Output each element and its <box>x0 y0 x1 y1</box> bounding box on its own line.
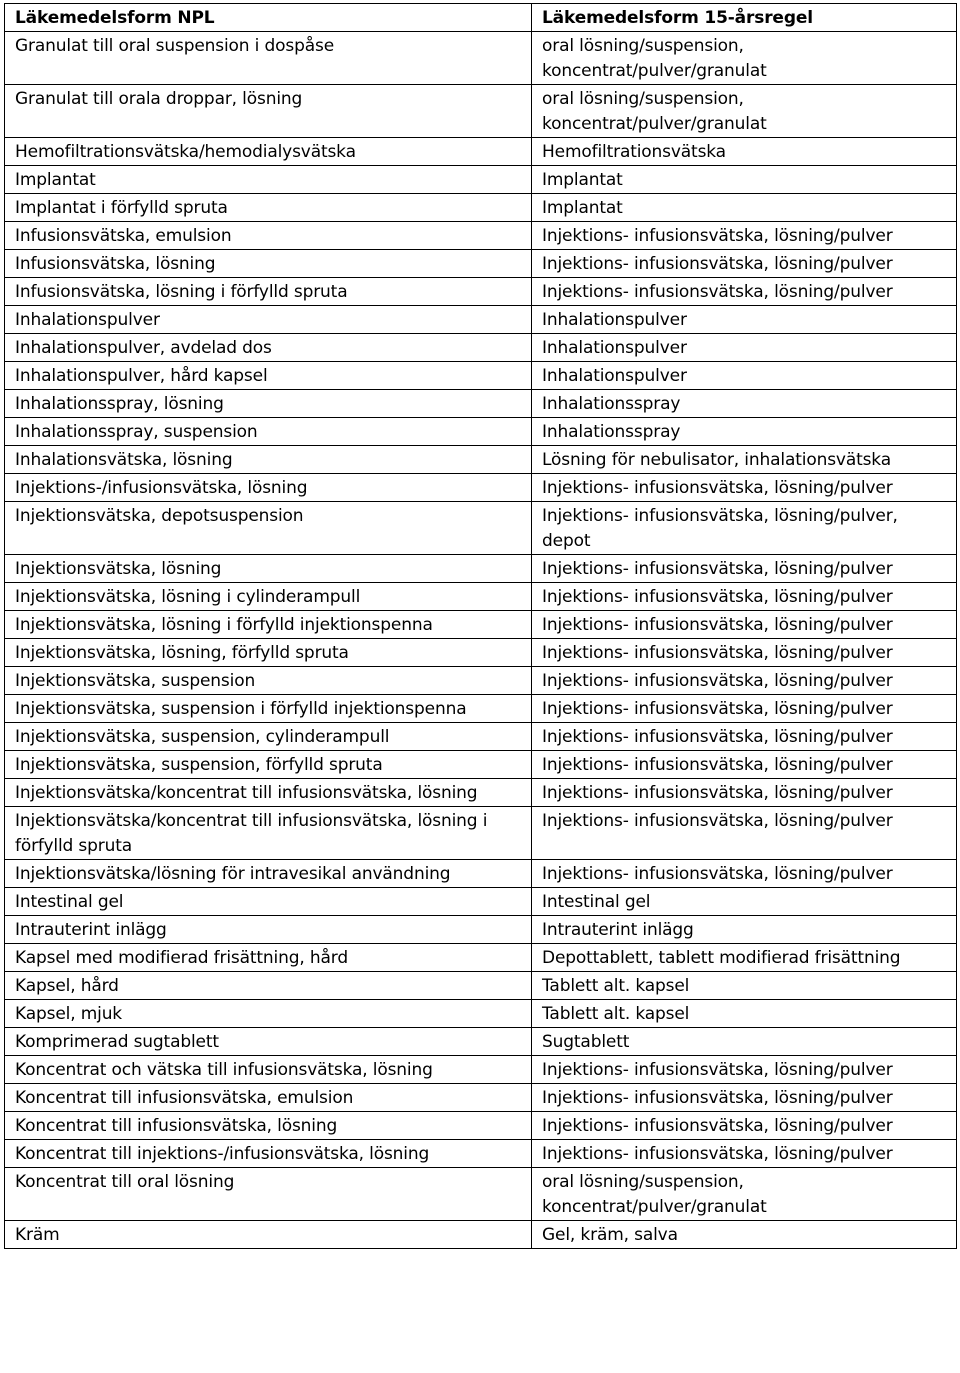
cell-npl-form: Kapsel med modifierad frisättning, hård <box>5 944 532 972</box>
cell-15-year-rule-form: Injektions- infusionsvätska, lösning/pulver, depot <box>532 502 957 555</box>
table-row <box>5 166 957 194</box>
cell-15-year-rule-form: Injektions- infusionsvätska, lösning/pulver <box>532 474 957 502</box>
table-row <box>5 1084 957 1112</box>
table-row <box>5 1028 957 1056</box>
cell-npl-form: Injektionsvätska, lösning i cylinderampull <box>5 583 532 611</box>
table-row <box>5 639 957 667</box>
cell-npl-form: Injektionsvätska/koncentrat till infusionsvätska, lösning i förfylld spruta <box>5 807 532 860</box>
table-row <box>5 250 957 278</box>
cell-npl-form: Implantat <box>5 166 532 194</box>
cell-npl-form: Koncentrat till infusionsvätska, emulsion <box>5 1084 532 1112</box>
cell-npl-form: Granulat till orala droppar, lösning <box>5 85 532 138</box>
cell-15-year-rule-form: Injektions- infusionsvätska, lösning/pulver <box>532 1084 957 1112</box>
cell-15-year-rule-form: Lösning för nebulisator, inhalationsvätska <box>532 446 957 474</box>
table-row <box>5 32 957 85</box>
cell-npl-form: Koncentrat till injektions-/infusionsvätska, lösning <box>5 1140 532 1168</box>
cell-npl-form: Inhalationsvätska, lösning <box>5 446 532 474</box>
cell-15-year-rule-form: Injektions- infusionsvätska, lösning/pulver <box>532 611 957 639</box>
cell-15-year-rule-form: Injektions- infusionsvätska, lösning/pulver <box>532 667 957 695</box>
table-row <box>5 723 957 751</box>
cell-15-year-rule-form: Injektions- infusionsvätska, lösning/pulver <box>532 695 957 723</box>
cell-npl-form: Implantat i förfylld spruta <box>5 194 532 222</box>
table-row <box>5 807 957 860</box>
cell-npl-form: Intrauterint inlägg <box>5 916 532 944</box>
cell-15-year-rule-form: oral lösning/suspension, koncentrat/pulver/granulat <box>532 32 957 85</box>
cell-15-year-rule-form: Hemofiltrationsvätska <box>532 138 957 166</box>
table-row <box>5 695 957 723</box>
cell-npl-form: Kapsel, mjuk <box>5 1000 532 1028</box>
cell-15-year-rule-form: Injektions- infusionsvätska, lösning/pulver <box>532 779 957 807</box>
cell-15-year-rule-form: Injektions- infusionsvätska, lösning/pulver <box>532 1112 957 1140</box>
cell-15-year-rule-form: Injektions- infusionsvätska, lösning/pulver <box>532 723 957 751</box>
cell-15-year-rule-form: Injektions- infusionsvätska, lösning/pulver <box>532 222 957 250</box>
cell-15-year-rule-form: Intestinal gel <box>532 888 957 916</box>
cell-npl-form: Inhalationsspray, lösning <box>5 390 532 418</box>
cell-15-year-rule-form: Injektions- infusionsvätska, lösning/pulver <box>532 583 957 611</box>
cell-npl-form: Injektionsvätska, lösning i förfylld injektionspenna <box>5 611 532 639</box>
table-header-row <box>5 4 957 32</box>
table-row <box>5 138 957 166</box>
cell-npl-form: Injektions-/infusionsvätska, lösning <box>5 474 532 502</box>
dosage-form-table-container <box>4 3 956 1249</box>
table-row <box>5 583 957 611</box>
table-row <box>5 306 957 334</box>
header-npl-form: Läkemedelsform NPL <box>5 4 532 32</box>
table-row <box>5 944 957 972</box>
table-row <box>5 334 957 362</box>
table-row <box>5 222 957 250</box>
table-row <box>5 278 957 306</box>
cell-npl-form: Infusionsvätska, lösning i förfylld spruta <box>5 278 532 306</box>
cell-15-year-rule-form: Injektions- infusionsvätska, lösning/pulver <box>532 860 957 888</box>
table-row <box>5 474 957 502</box>
table-row <box>5 85 957 138</box>
cell-npl-form: Infusionsvätska, lösning <box>5 250 532 278</box>
table-row <box>5 1221 957 1249</box>
cell-npl-form: Koncentrat till oral lösning <box>5 1168 532 1221</box>
cell-npl-form: Koncentrat till infusionsvätska, lösning <box>5 1112 532 1140</box>
cell-15-year-rule-form: Injektions- infusionsvätska, lösning/pulver <box>532 555 957 583</box>
cell-15-year-rule-form: Injektions- infusionsvätska, lösning/pulver <box>532 751 957 779</box>
cell-15-year-rule-form: Inhalationsspray <box>532 390 957 418</box>
table-row <box>5 779 957 807</box>
table-row <box>5 860 957 888</box>
table-row <box>5 418 957 446</box>
table-row <box>5 972 957 1000</box>
cell-15-year-rule-form: Depottablett, tablett modifierad frisättning <box>532 944 957 972</box>
cell-npl-form: Injektionsvätska, lösning <box>5 555 532 583</box>
cell-15-year-rule-form: Inhalationsspray <box>532 418 957 446</box>
cell-15-year-rule-form: Injektions- infusionsvätska, lösning/pulver <box>532 250 957 278</box>
table-row <box>5 916 957 944</box>
table-row <box>5 194 957 222</box>
cell-15-year-rule-form: Injektions- infusionsvätska, lösning/pulver <box>532 1140 957 1168</box>
dosage-form-table <box>4 3 957 1249</box>
table-row <box>5 667 957 695</box>
cell-15-year-rule-form: Intrauterint inlägg <box>532 916 957 944</box>
cell-15-year-rule-form: Injektions- infusionsvätska, lösning/pulver <box>532 639 957 667</box>
cell-15-year-rule-form: Tablett alt. kapsel <box>532 972 957 1000</box>
table-row <box>5 390 957 418</box>
cell-15-year-rule-form: Tablett alt. kapsel <box>532 1000 957 1028</box>
cell-npl-form: Injektionsvätska, suspension <box>5 667 532 695</box>
table-body <box>5 32 957 1249</box>
header-15-year-rule-form: Läkemedelsform 15-årsregel <box>532 4 957 32</box>
cell-15-year-rule-form: Gel, kräm, salva <box>532 1221 957 1249</box>
table-row <box>5 362 957 390</box>
cell-15-year-rule-form: Implantat <box>532 194 957 222</box>
cell-npl-form: Hemofiltrationsvätska/hemodialysvätska <box>5 138 532 166</box>
cell-npl-form: Inhalationspulver, avdelad dos <box>5 334 532 362</box>
table-row <box>5 555 957 583</box>
cell-npl-form: Injektionsvätska, lösning, förfylld spruta <box>5 639 532 667</box>
table-row <box>5 446 957 474</box>
cell-15-year-rule-form: oral lösning/suspension, koncentrat/pulver/granulat <box>532 1168 957 1221</box>
table-row <box>5 1140 957 1168</box>
table-row <box>5 751 957 779</box>
cell-15-year-rule-form: Inhalationspulver <box>532 334 957 362</box>
cell-npl-form: Koncentrat och vätska till infusionsvätska, lösning <box>5 1056 532 1084</box>
table-row <box>5 1168 957 1221</box>
cell-npl-form: Kräm <box>5 1221 532 1249</box>
cell-15-year-rule-form: Inhalationspulver <box>532 362 957 390</box>
table-row <box>5 502 957 555</box>
cell-15-year-rule-form: oral lösning/suspension, koncentrat/pulver/granulat <box>532 85 957 138</box>
cell-npl-form: Inhalationsspray, suspension <box>5 418 532 446</box>
cell-npl-form: Inhalationspulver, hård kapsel <box>5 362 532 390</box>
cell-npl-form: Injektionsvätska, suspension i förfylld injektionspenna <box>5 695 532 723</box>
cell-npl-form: Injektionsvätska, suspension, förfylld spruta <box>5 751 532 779</box>
cell-npl-form: Injektionsvätska/koncentrat till infusionsvätska, lösning <box>5 779 532 807</box>
table-row <box>5 611 957 639</box>
cell-npl-form: Injektionsvätska, suspension, cylinderampull <box>5 723 532 751</box>
cell-npl-form: Komprimerad sugtablett <box>5 1028 532 1056</box>
cell-15-year-rule-form: Injektions- infusionsvätska, lösning/pulver <box>532 1056 957 1084</box>
cell-15-year-rule-form: Injektions- infusionsvätska, lösning/pulver <box>532 278 957 306</box>
cell-npl-form: Kapsel, hård <box>5 972 532 1000</box>
cell-npl-form: Intestinal gel <box>5 888 532 916</box>
cell-npl-form: Injektionsvätska, depotsuspension <box>5 502 532 555</box>
cell-15-year-rule-form: Inhalationspulver <box>532 306 957 334</box>
cell-npl-form: Inhalationspulver <box>5 306 532 334</box>
cell-npl-form: Injektionsvätska/lösning för intravesikal användning <box>5 860 532 888</box>
cell-15-year-rule-form: Sugtablett <box>532 1028 957 1056</box>
cell-15-year-rule-form: Injektions- infusionsvätska, lösning/pulver <box>532 807 957 860</box>
table-row <box>5 888 957 916</box>
cell-15-year-rule-form: Implantat <box>532 166 957 194</box>
table-row <box>5 1056 957 1084</box>
cell-npl-form: Granulat till oral suspension i dospåse <box>5 32 532 85</box>
table-row <box>5 1000 957 1028</box>
table-row <box>5 1112 957 1140</box>
cell-npl-form: Infusionsvätska, emulsion <box>5 222 532 250</box>
